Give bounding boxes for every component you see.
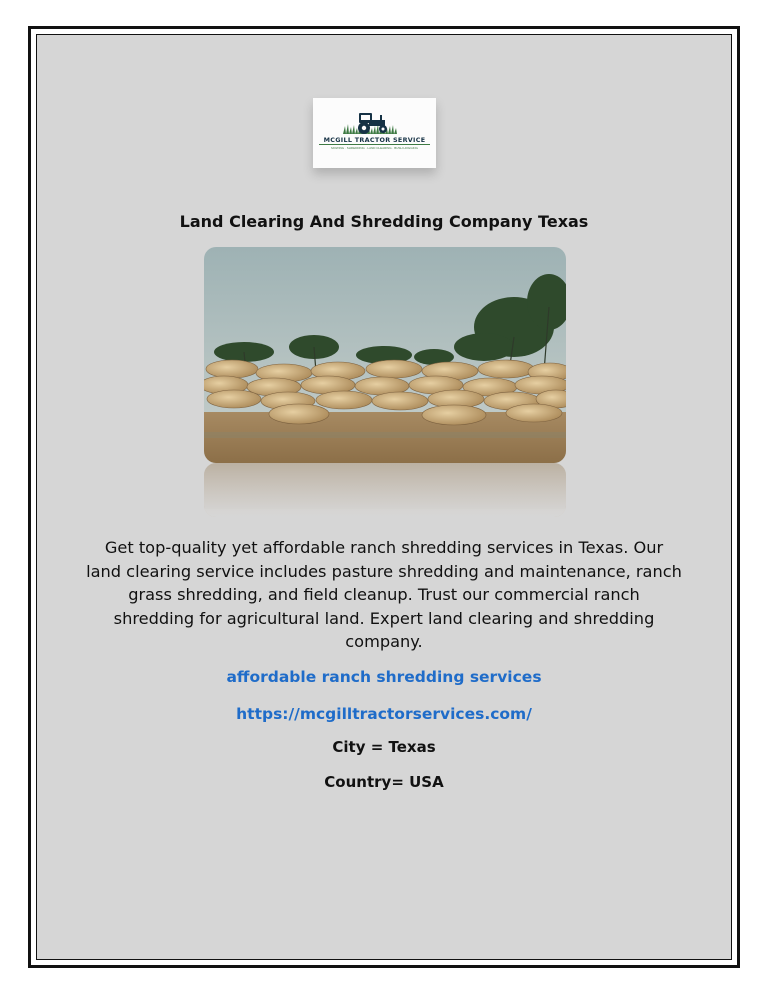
company-logo	[313, 98, 436, 168]
hay-bales-photo	[204, 247, 566, 522]
service-link[interactable]: affordable ranch shredding services	[226, 668, 542, 686]
logo-tagline: MOWING · SHREDDING · LAND CLEARING · BUSH HOGGING	[331, 146, 418, 150]
page-title: Land Clearing And Shredding Company Texas	[179, 212, 589, 231]
city-label: City = Texas	[332, 738, 436, 756]
tractor-icon	[313, 98, 436, 168]
website-url-link[interactable]: https://mcgilltractorservices.com/	[236, 705, 532, 723]
logo-brand-text: MCGILL TRACTOR SERVICE	[323, 136, 426, 144]
country-label: Country= USA	[324, 773, 444, 791]
description-paragraph: Get top-quality yet affordable ranch shredding services in Texas. Our land clearing service includes pasture shredding and maintenance, ranch grass shredding, and field cleanup. Trust our commercial ranch shredding for agricultural land. Expert land clearing and shredding company.	[86, 538, 682, 651]
